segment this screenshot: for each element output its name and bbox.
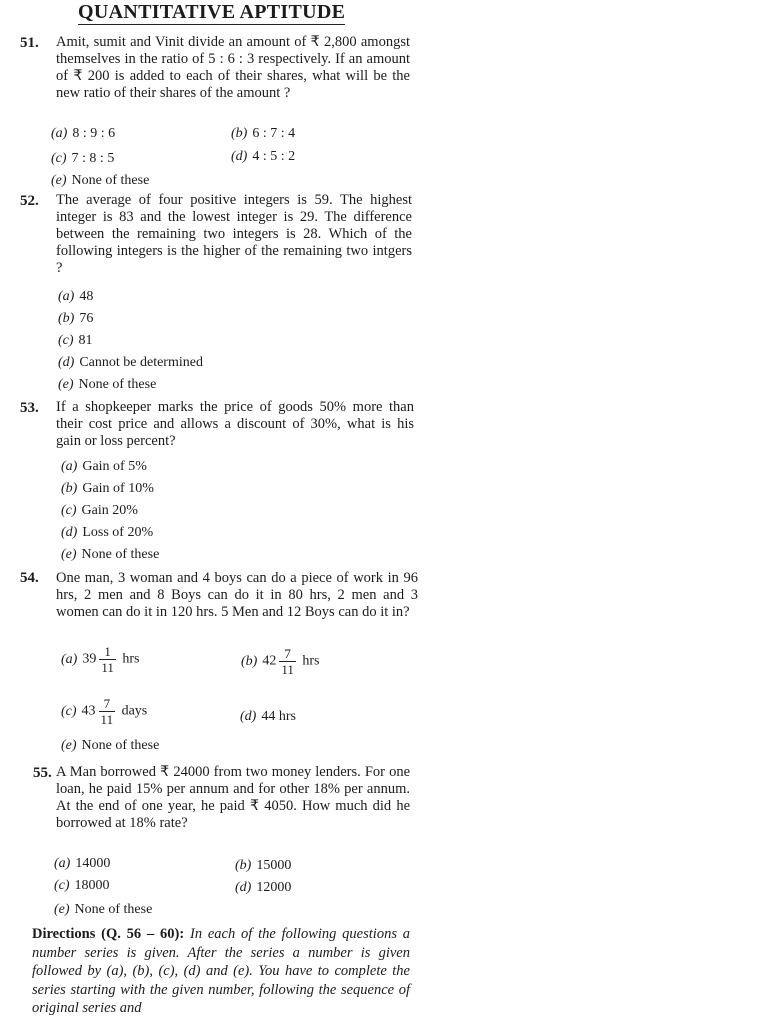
option-label: (c)	[51, 151, 67, 166]
option-d	[61, 525, 153, 541]
option-e	[54, 902, 152, 918]
option-text: 15000	[256, 858, 292, 873]
question-number: 55.	[33, 765, 52, 781]
option-b	[61, 481, 154, 497]
option-c	[51, 151, 114, 167]
option-unit: hrs	[302, 653, 320, 669]
option-unit: hrs	[122, 651, 140, 667]
option-text: 76	[79, 311, 94, 326]
option-a	[51, 126, 115, 142]
option-d	[58, 355, 203, 371]
option-text: 48	[79, 289, 94, 304]
option-a	[61, 459, 147, 475]
option-label: (d)	[58, 355, 75, 370]
option-label: (a)	[54, 856, 71, 871]
option-label: (b)	[235, 858, 252, 873]
question-number: 52.	[20, 193, 39, 209]
directions-block	[32, 925, 410, 1018]
option-label: (b)	[231, 126, 248, 141]
option-text: 14000	[75, 856, 111, 871]
option-e	[61, 547, 159, 563]
directions-body: In each of the following questions a number series is given. After the series a number is given followed by (a), (b), (c), (d) and (e). You have to complete the series starting with the given number, following the sequence of original series and	[32, 926, 411, 1016]
option-label: (e)	[61, 547, 77, 562]
option-fraction	[279, 646, 296, 677]
option-label: (e)	[58, 377, 74, 392]
question-text: Amit, sumit and Vinit divide an amount of ₹ 2,800 amongst themselves in the ratio of 5 : 6 : 3 respectively. If an amount of ₹ 200 is added to each of their shares, what will be the new ratio of their shares of the amount ?	[56, 34, 410, 101]
option-label: (a)	[51, 126, 68, 141]
option-label: (c)	[58, 333, 74, 348]
option-text: 7 : 8 : 5	[71, 151, 115, 166]
option-c	[61, 503, 138, 519]
option-e	[61, 738, 159, 754]
option-text: None of these	[81, 738, 160, 753]
option-label: (c)	[54, 878, 70, 893]
option-d	[235, 880, 291, 896]
option-text: None of these	[74, 902, 153, 917]
option-text: Loss of 20%	[82, 525, 154, 540]
option-label: (c)	[61, 703, 77, 719]
option-text: None of these	[71, 173, 150, 188]
question-text: The average of four positive integers is 59. The highest integer is 83 and the lowest integer is 29. The difference between the remaining two integers is 28. Which of the following integers is the higher of the remaining two intgers ?	[56, 192, 412, 276]
fraction-numerator: 1	[99, 644, 116, 660]
fraction-denominator: 11	[101, 660, 114, 675]
fraction-denominator: 11	[281, 662, 294, 677]
question-number: 51.	[20, 35, 39, 51]
option-label: (d)	[231, 149, 248, 164]
question-text: A Man borrowed ₹ 24000 from two money lenders. For one loan, he paid 15% per annum and for other 18% per annum. At the end of one year, he paid ₹ 4050. How much did he borrowed at 18% rate?	[56, 764, 410, 831]
option-label: (a)	[61, 459, 78, 474]
option-text: Gain 20%	[81, 503, 138, 518]
option-c	[61, 696, 147, 727]
option-label: (d)	[240, 709, 257, 724]
option-label: (d)	[235, 880, 252, 895]
option-text: 4 : 5 : 2	[252, 149, 296, 164]
option-label: (b)	[241, 653, 258, 669]
option-whole: 42	[262, 653, 277, 669]
question-number: 54.	[20, 570, 39, 586]
option-label: (d)	[61, 525, 78, 540]
option-label: (a)	[61, 651, 78, 667]
question-text: If a shopkeeper marks the price of goods 50% more than their cost price and allows a discount of 30%, what is his gain or loss percent?	[56, 399, 414, 449]
option-a	[58, 289, 93, 305]
fraction-denominator: 11	[100, 712, 114, 727]
question-number: 53.	[20, 400, 39, 416]
page-title: QUANTITATIVE APTITUDE	[78, 1, 346, 23]
option-c	[54, 878, 110, 894]
option-a	[61, 644, 139, 675]
option-text: None of these	[78, 377, 157, 392]
question-text: One man, 3 woman and 4 boys can do a piece of work in 96 hrs, 2 men and 8 Boys can do it in 80 hrs, 2 men and 3 women can do it in 120 hrs. 5 Men and 12 Boys can do it in?	[56, 570, 418, 620]
option-unit: days	[121, 703, 148, 719]
option-label: (b)	[61, 481, 78, 496]
option-text: 8 : 9 : 6	[72, 126, 116, 141]
option-text: 18000	[74, 878, 110, 893]
option-b	[231, 126, 295, 142]
option-text: 12000	[256, 880, 292, 895]
option-text: Cannot be determined	[79, 355, 203, 370]
option-b	[235, 858, 291, 874]
option-d	[240, 709, 296, 725]
option-d	[231, 149, 295, 165]
option-text: 44 hrs	[261, 709, 296, 724]
option-whole: 43	[81, 703, 96, 719]
directions-heading: Directions (Q. 56 – 60):	[32, 926, 185, 942]
option-whole: 39	[82, 651, 97, 667]
fraction-numerator: 7	[99, 696, 116, 712]
option-text: None of these	[81, 547, 160, 562]
fraction-numerator: 7	[279, 646, 296, 662]
option-a	[54, 856, 110, 872]
option-label: (e)	[54, 902, 70, 917]
option-fraction	[99, 696, 116, 727]
option-text: 81	[78, 333, 93, 348]
option-e	[51, 173, 149, 189]
option-b	[58, 311, 93, 327]
option-label: (b)	[58, 311, 75, 326]
option-label: (a)	[58, 289, 75, 304]
option-label: (c)	[61, 503, 77, 518]
option-text: 6 : 7 : 4	[252, 126, 296, 141]
option-e	[58, 377, 156, 393]
option-label: (e)	[51, 173, 67, 188]
option-label: (e)	[61, 738, 77, 753]
option-text: Gain of 5%	[82, 459, 147, 474]
option-fraction	[99, 644, 116, 675]
option-text: Gain of 10%	[82, 481, 154, 496]
option-c	[58, 333, 93, 349]
option-b	[241, 646, 319, 677]
